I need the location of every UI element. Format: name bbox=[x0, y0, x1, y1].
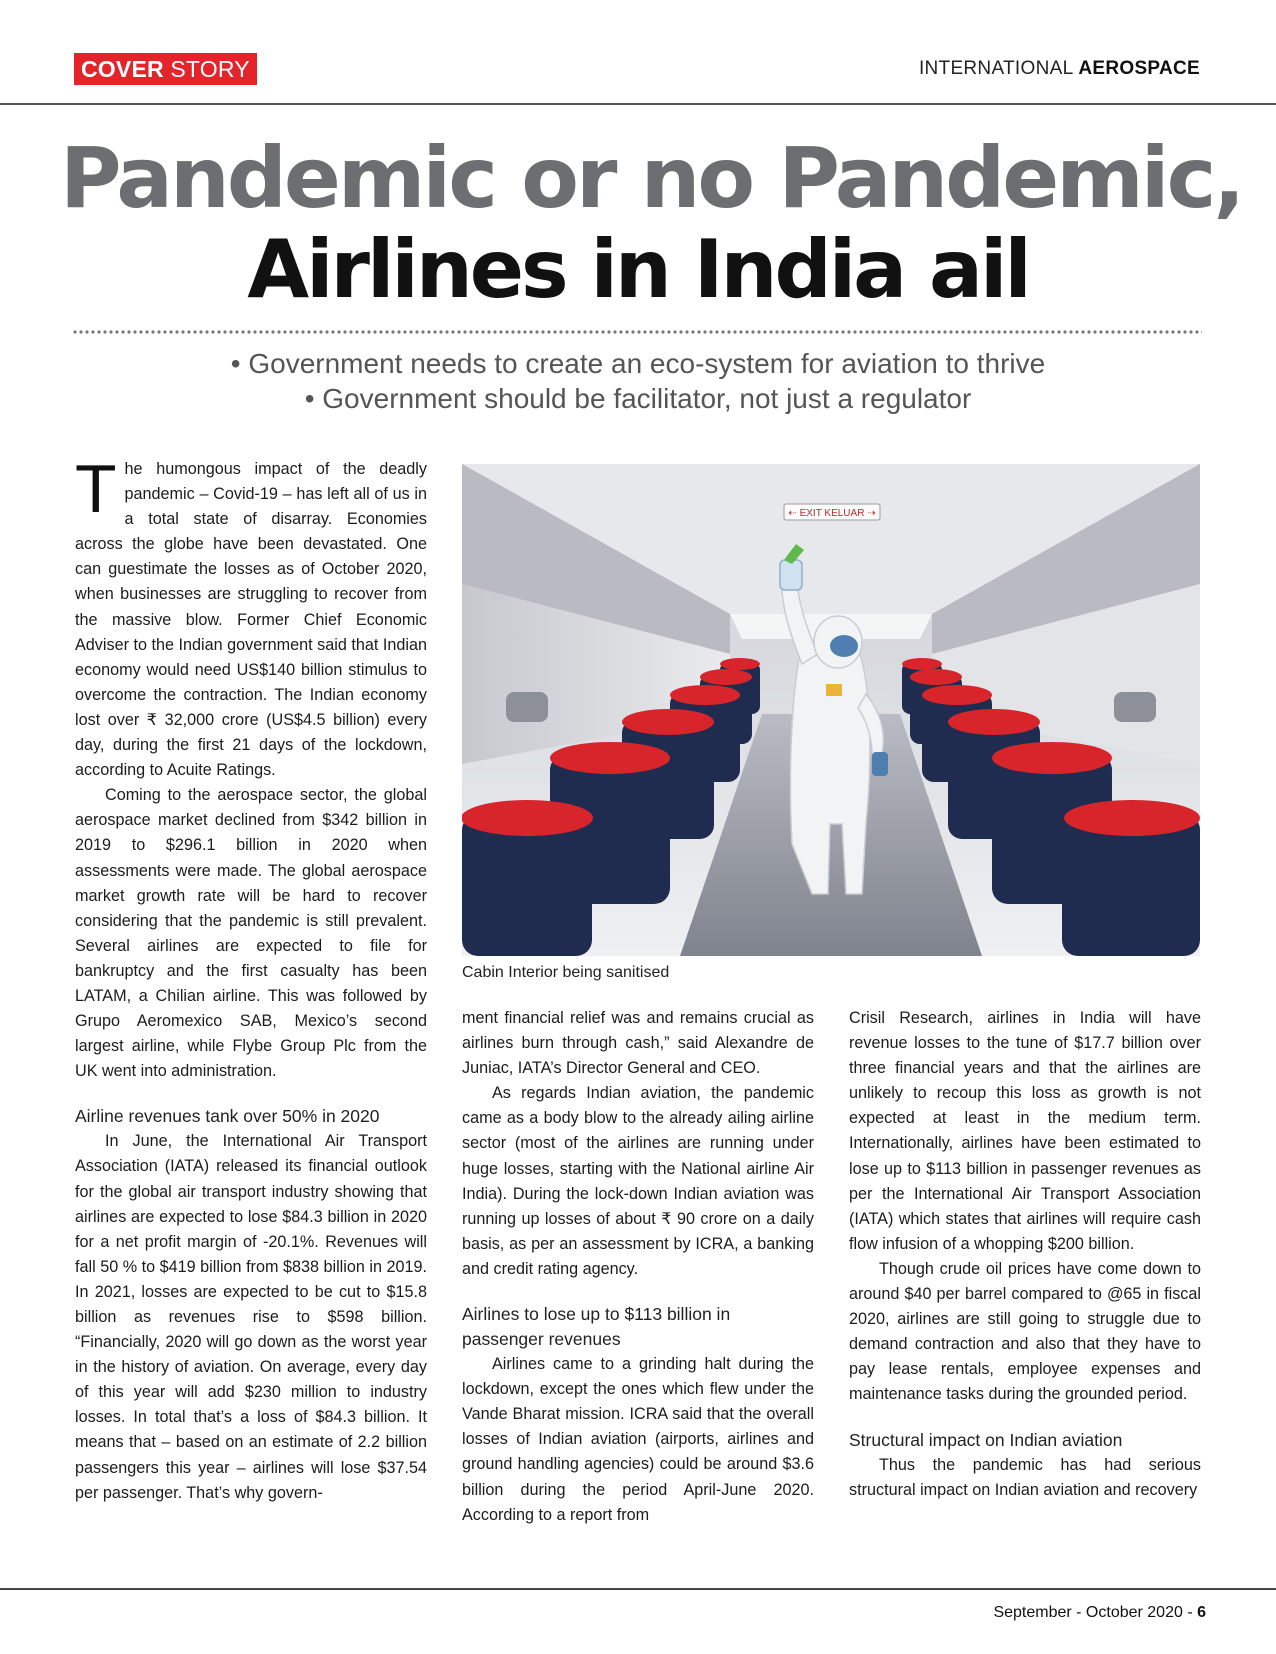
photo-caption: Cabin Interior being sanitised bbox=[462, 964, 670, 981]
dotted-divider bbox=[72, 329, 1202, 335]
section-tag-rest: STORY bbox=[170, 56, 250, 82]
standfirst-bullets bbox=[60, 346, 1216, 416]
exit-sign: ⇠ EXIT KELUAR ⇢ bbox=[788, 508, 876, 519]
top-divider bbox=[0, 103, 1276, 105]
paragraph: Thus the pandemic has had serious structural impact on Indian aviation and recovery bbox=[849, 1455, 1201, 1499]
cabin-illustration bbox=[462, 464, 1200, 956]
masthead-bold: AEROSPACE bbox=[1078, 58, 1200, 79]
masthead-light: INTERNATIONAL bbox=[918, 58, 1073, 79]
section-tag-bold: COVER bbox=[81, 56, 164, 82]
standfirst-bullet: • Government should be facilitator, not just a regulator bbox=[304, 383, 972, 414]
cabin-photo bbox=[462, 464, 1200, 956]
subheading: Airlines to lose up to $113 billion in passenger revenues bbox=[462, 1304, 731, 1350]
page-number: 6 bbox=[1197, 1604, 1206, 1621]
headline-line-2: Airlines in India ail bbox=[247, 223, 1029, 316]
column-2 bbox=[462, 1006, 814, 1528]
masthead bbox=[919, 56, 1200, 82]
page-footer bbox=[993, 1602, 1206, 1624]
paragraph bbox=[75, 451, 427, 783]
paragraph: Though crude oil prices have come down to around $40 per barrel compared to @65 in fiscal 2020, airlines are still going to struggle due to demand contraction and also that they have to pay lease rentals, employee expenses and maintenance tasks during the grounded period. bbox=[849, 1259, 1201, 1404]
column-3 bbox=[849, 1006, 1201, 1503]
paragraph-text: he humongous impact of the deadly pandemic – Covid-19 – has left all of us in a total state of disarray. Economies across the globe have been devastated. One can guestimate the losses as of October 2020, when businesses are struggling to recover from the massive blow. Former Chief Economic Adviser to the Indian government said that Indian economy would need US$140 billion stimulus to overcome the contraction. The Indian economy lost over ₹ 32,000 crore (US$4.5 billion) every day, during the first 21 days of the lockdown, according to Acuite Ratings. bbox=[75, 460, 427, 780]
column-1 bbox=[75, 451, 427, 1506]
subheading: Airline revenues tank over 50% in 2020 bbox=[75, 1106, 380, 1127]
bottom-divider bbox=[0, 1588, 1276, 1590]
paragraph: Airlines came to a grinding halt during the lockdown, except the ones which flew under the Vande Bharat mission. ICRA said that the overall losses of Indian aviation (airports, airlines and ground handling agencies) could be around $3.6 billion during the period April-June 2020. According to a report from bbox=[462, 1355, 814, 1524]
paragraph: Coming to the aerospace sector, the global aerospace market declined from $342 billion in 2019 to $296.1 billion in 2020 when assessments were made. The global aerospace market growth rate will be hard to recover considering that the pandemic is still prevalent. Several airlines are expected to file for bankruptcy and the first casualty has been LATAM, a Chilian airline. This was followed by Grupo Aeromexico SAB, Mexico’s second largest airline, while Flybe Group Plc from the UK went into administration. bbox=[75, 786, 427, 1081]
standfirst-bullet: • Government needs to create an eco-system for aviation to thrive bbox=[230, 348, 1046, 379]
paragraph: In June, the International Air Transport Association (IATA) released its financial outlook for the global air transport industry showing that airlines are expected to lose $84.3 billion in 2020 for a net profit margin of -20.1%. Revenues will fall 50 % to $419 billion from $838 billion in 2019. In 2021, losses are expected to be cut to $15.8 billion as revenues rise to $598 billion. “Financially, 2020 will go down as the worst year in the history of aviation. On average, every day of this year will add $230 million to industry losses. In total that’s a loss of $84.3 billion. It means that – based on an estimate of 2.2 billion passengers this year – airlines will lose $37.54 per passenger. That’s why govern- bbox=[75, 1132, 427, 1502]
headline-line-1: Pandemic or no Pandemic, bbox=[60, 129, 1243, 227]
paragraph: ment financial relief was and remains crucial as airlines burn through cash,” said Alexandre de Juniac, IATA’s Director General and CEO. bbox=[462, 1009, 814, 1078]
section-tag bbox=[74, 53, 257, 85]
issue-date: September - October 2020 - bbox=[993, 1604, 1198, 1621]
subheading: Structural impact on Indian aviation bbox=[849, 1429, 1123, 1450]
paragraph: Crisil Research, airlines in India will have revenue losses to the tune of $17.7 billion over three financial years and that the airlines are unlikely to recoup this loss as growth is not expected at least in the medium term. Internationally, airlines have been estimated to lose up to $113 billion in passenger revenues as per the International Air Transport Association (IATA) which states that airlines will require cash flow infusion of a whopping $200 billion. bbox=[849, 1009, 1201, 1253]
paragraph: As regards Indian aviation, the pandemic came as a body blow to the already ailing airline sector (most of the airlines are running under huge losses, starting with the National airline Air India). During the lock-down Indian aviation was running up losses of about ₹ 90 crore on a daily basis, as per an assessment by ICRA, a banking and credit rating agency. bbox=[462, 1084, 814, 1278]
drop-cap: T bbox=[75, 451, 117, 527]
